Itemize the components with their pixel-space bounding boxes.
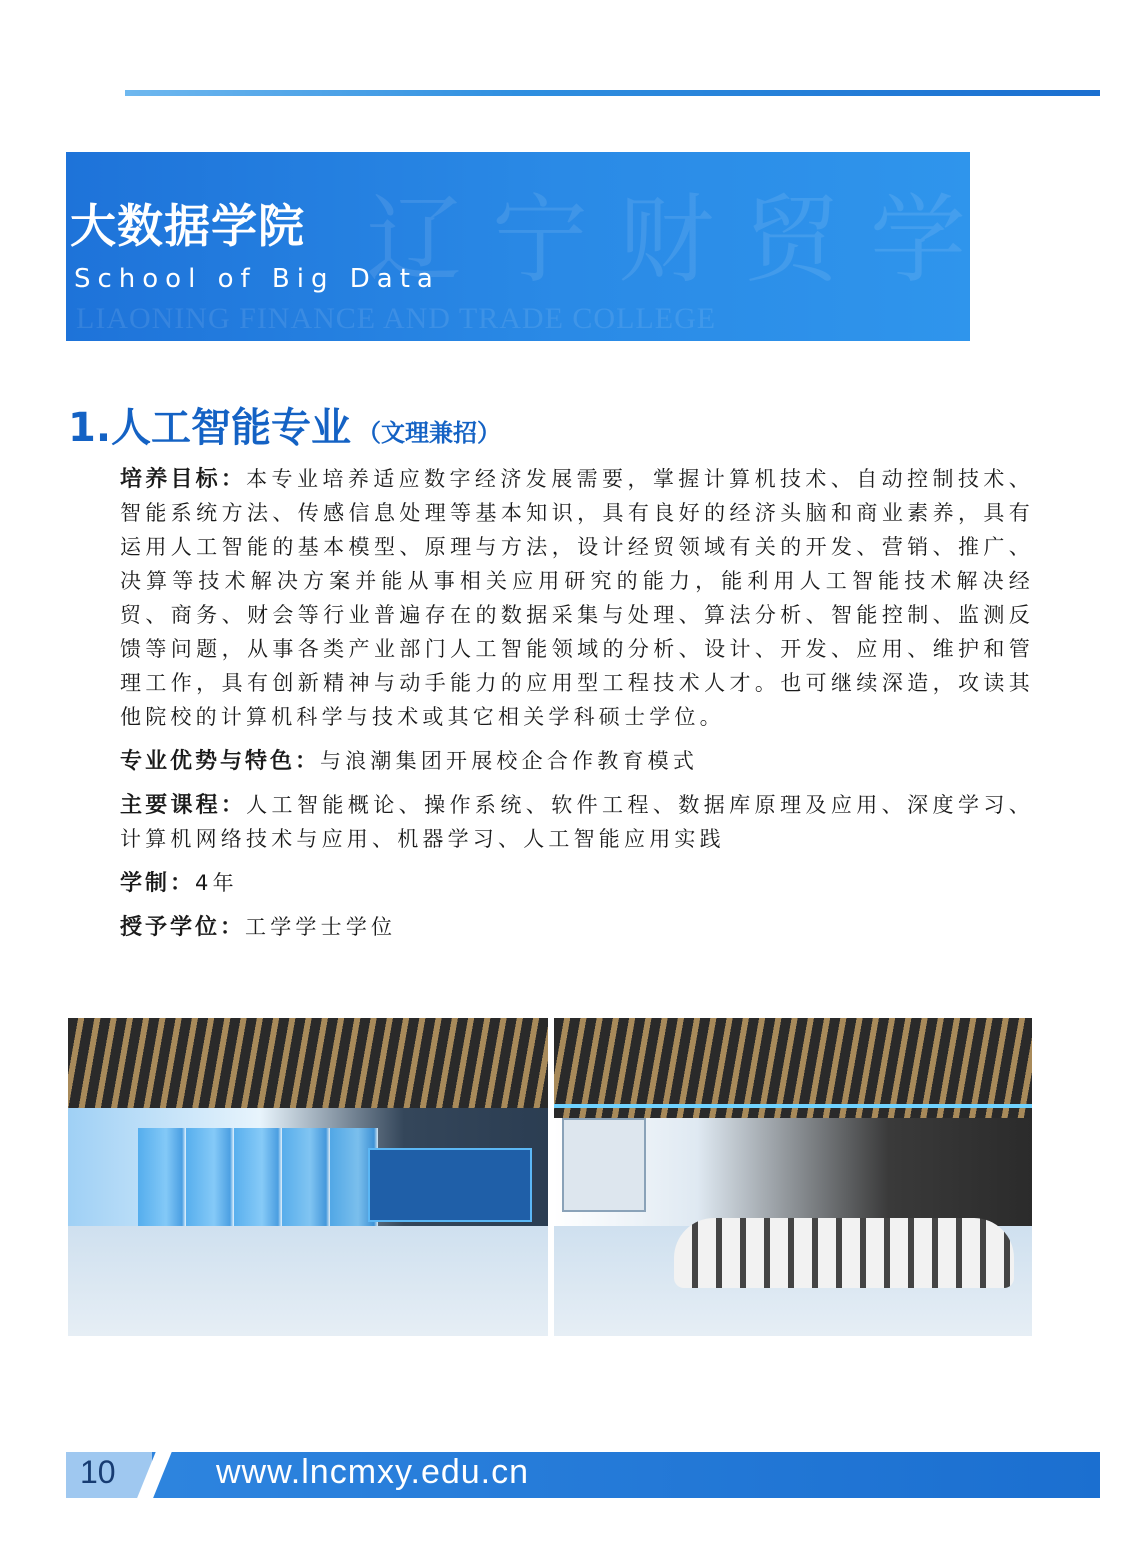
courses-label: 主要课程： bbox=[120, 792, 247, 818]
floor bbox=[68, 1226, 548, 1336]
banner-title: 大数据学院 bbox=[70, 199, 305, 253]
section-heading bbox=[68, 396, 501, 453]
degree-text: 工学学士学位 bbox=[245, 915, 397, 939]
website-url: www.lncmxy.edu.cn bbox=[216, 1453, 530, 1491]
school-banner bbox=[66, 152, 1122, 341]
banner-subtitle: School of Big Data bbox=[74, 264, 440, 294]
courses-text: 人工智能概论、操作系统、软件工程、数据库原理及应用、深度学习、计算机网络技术与应用、机器学习、人工智能应用实践 bbox=[120, 793, 1034, 851]
advantage-text: 与浪潮集团开展校企合作教育模式 bbox=[320, 749, 699, 773]
ceiling-glow-line bbox=[554, 1104, 1032, 1108]
wall-monitor bbox=[562, 1118, 646, 1212]
program-description bbox=[68, 462, 1034, 944]
footer-bar bbox=[66, 1452, 1100, 1498]
advantage-label: 专业优势与特色： bbox=[120, 748, 321, 774]
goal-text: 本专业培养适应数字经济发展需要，掌握计算机技术、自动控制技术、智能系统方法、传感信息处理等基本知识，具有良好的经济头脑和商业素养，具有运用人工智能的基本模型、原理与方法，设计经贸领域有关的开发、营销、推广、决算等技术解决方案并能从事相关应用研究的能力，能利用人工智能技术解决经贸、商务、财会等行业普遍存在的数据采集与处理、算法分析、智能控制、监测反馈等问题，从事各类产业部门人工智能领域的分析、设计、开发、应用、维护和管理工作，具有创新精神与动手能力的应用型工程技术人才。也可继续深造，攻读其他院校的计算机科学与技术或其它相关学科硕士学位。 bbox=[120, 467, 1034, 729]
computer-desks bbox=[674, 1218, 1014, 1288]
goal-label: 培养目标： bbox=[120, 466, 247, 492]
section-heading-note: （文理兼招） bbox=[357, 419, 502, 447]
duration-paragraph bbox=[68, 866, 1034, 900]
lab-photo-exhibition-hall bbox=[68, 1018, 548, 1336]
duration-text: 4年 bbox=[195, 871, 238, 895]
goal-paragraph bbox=[68, 462, 1034, 734]
section-heading-title: 1.人工智能专业 bbox=[68, 405, 352, 451]
top-accent-rule bbox=[125, 90, 1100, 96]
lab-photo-computer-room bbox=[554, 1018, 1032, 1336]
banner-watermark-cn: 辽宁财贸学院 bbox=[366, 184, 1122, 296]
degree-paragraph bbox=[68, 910, 1034, 944]
advantage-paragraph bbox=[68, 744, 1034, 778]
duration-label: 学制： bbox=[120, 870, 196, 896]
display-board bbox=[368, 1148, 532, 1222]
photo-strip bbox=[68, 1018, 1032, 1336]
degree-label: 授予学位： bbox=[120, 914, 246, 940]
banner-watermark-en: LIAONING FINANCE AND TRADE COLLEGE bbox=[76, 302, 717, 335]
page-number: 10 bbox=[80, 1454, 116, 1490]
courses-paragraph bbox=[68, 788, 1034, 856]
